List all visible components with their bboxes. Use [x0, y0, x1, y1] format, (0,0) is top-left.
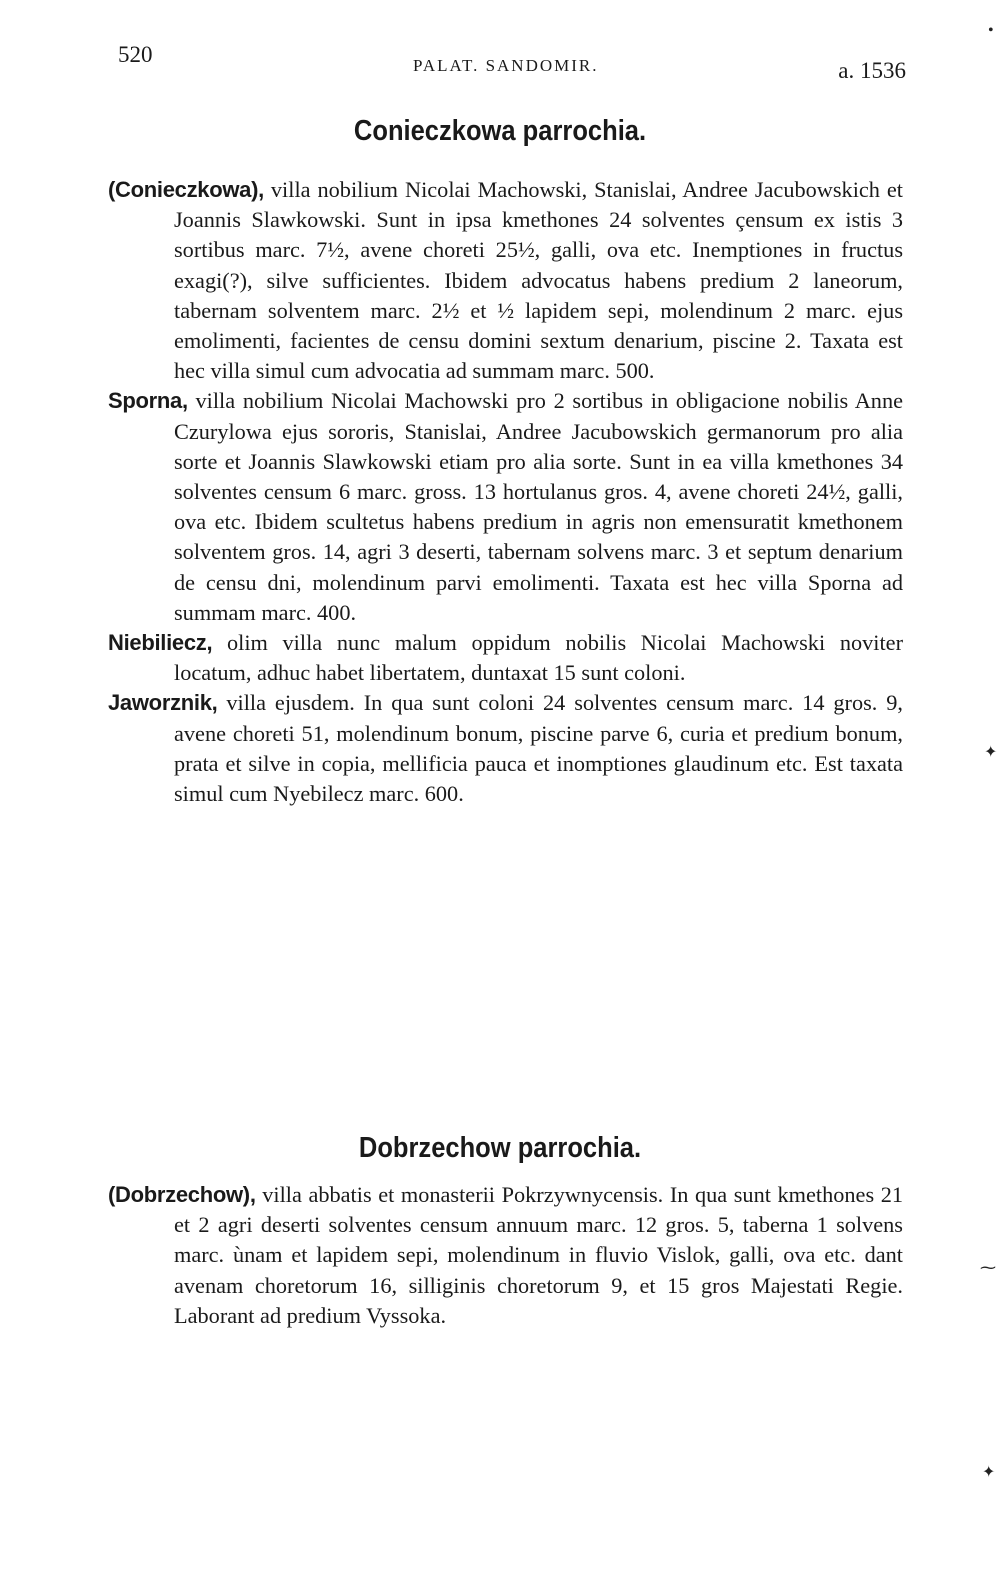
entry-niebiliecz — [108, 628, 903, 688]
section-title-conieczkowa: Conieczkowa parrochia. — [353, 115, 647, 147]
entry-head: Sporna, — [108, 388, 188, 414]
entry-head: Jaworznik, — [108, 690, 218, 716]
entry-text: villa nobilium Nicolai Machowski, Stanislai, Andree Jacubowskich et Joannis Slawkowski. Sunt in ipsa kmethones 24 solventes çensum ex istis 3 sortibus marc. 7½, avene choreti 25½, galli, ova etc. Inemptiones in fructus exagi(?), silve sufficientes. Ibidem advocatus habens predium 2 laneorum, tabernam solventem marc. 2½ et ½ lapidem sepi, molendinum 2 marc. ejus emolimenti, facientes de censu domini sextum denarium, piscine 2. Taxata est hec villa simul cum advocatia ad summam marc. 500. — [174, 177, 903, 384]
entry-text: villa nobilium Nicolai Machowski pro 2 sortibus in obligacione nobilis Anne Czurylowa ejus sororis, Stanislai, Andree Jacubowskich germanorum pro alia sorte et Joannis Slawkowski etiam pro alia sorte. Sunt in ea villa kmethones 34 solventes censum 6 marc. gross. 13 hortulanus gros. 4, avene choreti 24½, galli, ova etc. Ibidem scultetus habens predium in agris non emensuratit kmethonem solventem gros. 14, agri 3 deserti, tabernam solvens marc. 3 et septum denarium de censu dni, molendinum parvi emolimenti. Taxata est hec villa Sporna ad summam marc. 400. — [174, 388, 903, 625]
entry-dobrzechow — [108, 1180, 903, 1331]
year-label: a. 1536 — [838, 58, 906, 83]
page-header — [118, 42, 906, 82]
section-title-dobrzechow: Dobrzechow parrochia. — [358, 1132, 642, 1164]
margin-speck: ✦ — [982, 1464, 996, 1481]
margin-speck: • — [988, 22, 994, 39]
margin-speck: ⁓ — [980, 1260, 996, 1277]
entry-text: villa ejusdem. In qua sunt coloni 24 solventes censum marc. 14 gros. 9, avene choreti 51, molendinum bonum, piscine parve 6, curia et predium bonum, prata et silve in copia, mellificia pauca et inomptiones glaudinum etc. Est taxata simul cum Nyebilecz marc. 600. — [174, 690, 903, 807]
entry-sporna — [108, 386, 903, 628]
entry-head: Niebiliecz, — [108, 630, 213, 656]
running-title: PALAT. SANDOMIR. — [413, 56, 599, 75]
entry-head: (Conieczkowa), — [108, 177, 264, 202]
entry-head: (Dobrzechow), — [108, 1182, 256, 1207]
entry-jaworznik — [108, 688, 903, 809]
entry-text: villa abbatis et monasterii Pokrzywnycensis. In qua sunt kmethones 21 et 2 agri deserti solventes censum annuum marc. 12 gros. 5, taberna 1 solvens marc. ùnam et lapidem sepi, molendinum in fluvio Vislok, galli, ova etc. dant avenam choretorum 16, silliginis choretorum 9, et 15 gros Majestati Regie. Laborant ad predium Vyssoka. — [174, 1182, 903, 1328]
page-number: 520 — [118, 42, 153, 67]
entry-conieczkowa — [108, 175, 903, 386]
section-entries-conieczkowa — [108, 175, 903, 809]
section-entries-dobrzechow — [108, 1180, 903, 1331]
margin-speck: ✦ — [984, 744, 998, 761]
entry-text: olim villa nunc malum oppidum nobilis Nicolai Machowski noviter locatum, adhuc habet libertatem, duntaxat 15 sunt coloni. — [174, 630, 903, 686]
